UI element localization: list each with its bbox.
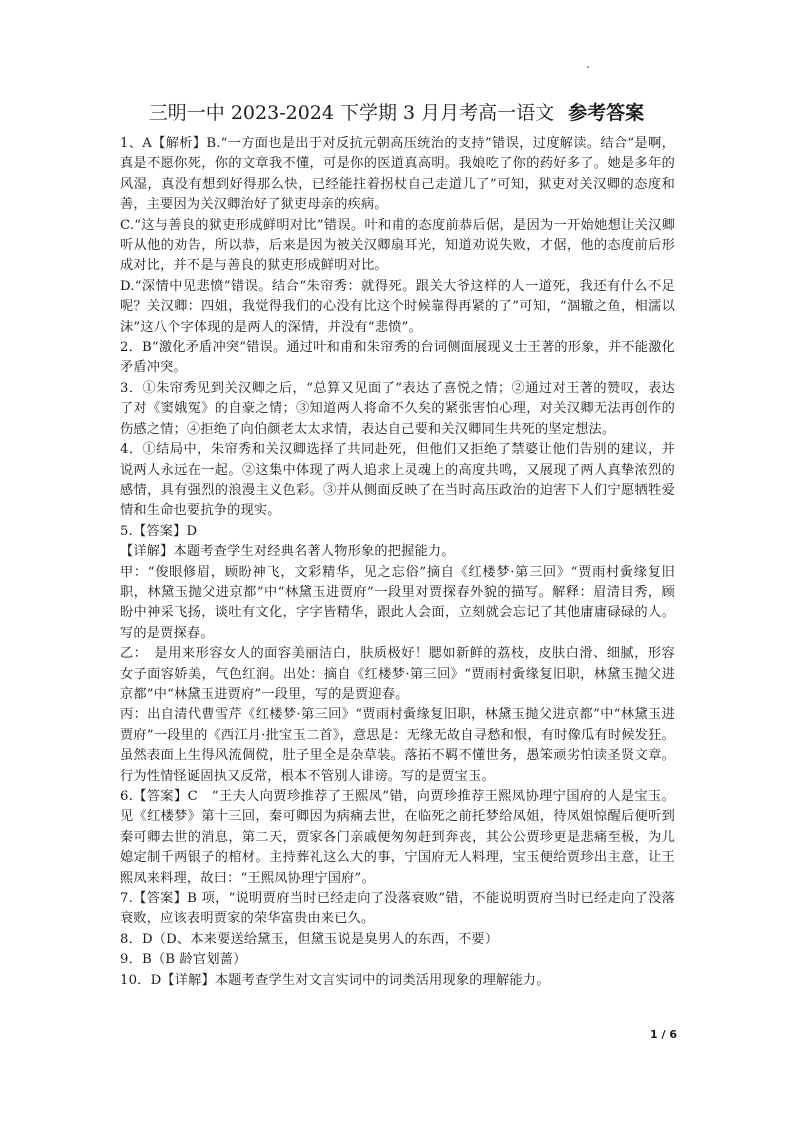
paragraph: 4．①结局中，朱帘秀和关汉卿选择了共同赴死，但他们又拒绝了禁婆让他们告别的建议，并说两人永远在一起。②这集中体现了两人追求上灵魂上的高度共鸣，又展现了两人真挚浓烈的感情，具有强烈的浪漫主义色彩。③并从侧面反映了在当时高压政治的迫害下人们宁愿牺牲爱情和生命也要抗争的现实。 <box>120 442 675 519</box>
paragraph: 2．B“激化矛盾冲突”错误。通过叶和甫和朱帘秀的台词侧面展现义士王著的形象，并不能激化矛盾冲突。 <box>120 340 675 376</box>
paragraph: 7.【答案】B 项，“说明贾府当时已经走向了没落衰败”错，不能说明贾府当时已经走向了没落衰败，应该表明贾家的荣华富贵由来已久。 <box>120 891 675 927</box>
paragraph: 1、A【解析】B.“一方面也是出于对反抗元朝高压统治的支持”错误，过度解读。结合“是啊，真是不愿你死，你的文章我不懂，可是你的医道真高明。我娘吃了你的药好多了。她是多年的风湿，真没有想到好得那么快，已经能拄着拐杖自己走道儿了”可知，狱吏对关汉卿的态度和善，主要因为关汉卿治好了狱吏母亲的疾病。 <box>120 136 675 213</box>
paragraph: 5.【答案】D <box>120 523 198 539</box>
scan-speck <box>587 66 589 68</box>
page-number: 1 / 6 <box>650 1028 677 1041</box>
page-title <box>0 100 793 126</box>
paragraph: 甲：“俊眼修眉，顾盼神飞，文彩精华，见之忘俗”摘自《红楼梦·第三回》“贾雨村夤缘复旧职，林黛玉抛父进京都”中“林黛玉进贾府”一段里对贾探春外貌的描写。解释：眉清目秀，顾盼中神采飞扬，谈吐有文化，字字皆精华，跟此人会面，立刻就会忘记了其他庸庸碌碌的人。写的是贾探春。 <box>120 564 675 641</box>
paragraph: D.“深情中见悲愤”错误。结合“朱帘秀：就得死。跟关大爷这样的人一道死，我还有什么不足呢？关汉卿：四姐，我觉得我们的心没有比这个时候靠得再紧的了”可知，“涸辙之鱼，相濡以沫”这八个字体现的是两人的深情，并没有“悲愤”。 <box>120 278 675 335</box>
answer-body <box>120 134 675 991</box>
paragraph: 8．D（D、本来要送给黛玉，但黛玉说是臭男人的东西，不要） <box>120 931 499 947</box>
title-text: 三明一中 2023-2024 下学期 3 月月考高一语文 <box>148 102 555 124</box>
paragraph: 丙：出自清代曹雪芹《红楼梦·第三回》“贾雨村夤缘复旧职，林黛玉抛父进京都”中“林黛玉进贾府”一段里的《西江月·批宝玉二首》，意思是：无缘无故自寻愁和恨，有时像瓜有时候发狂。虽然表面上生得风流倜傥，肚子里全是杂草装。落拓不羁不懂世务，愚笨顽劣怕读圣贤文章。行为性情怪诞固执又反常，根本不管别人诽谤。写的是贾宝玉。 <box>120 707 675 784</box>
paragraph: 乙： 是用来形容女人的面容美丽洁白，肤质极好！腮如新鲜的荔枝，皮肤白滑、细腻，形容女子面容娇美，气色红润。出处：摘自《红楼梦·第三回》“贾雨村夤缘复旧职，林黛玉抛父进京都”中“林黛玉进贾府”一段里，写的是贾迎春。 <box>120 646 675 702</box>
paragraph: 10．D【详解】本题考查学生对文言实词中的词类活用现象的理解能力。 <box>120 972 550 988</box>
paragraph: C.“这与善良的狱吏形成鲜明对比”错误。叶和甫的态度前恭后倨，是因为一开始她想让关汉卿听从他的劝告，所以恭，后来是因为被关汉卿扇耳光，知道劝说失败，才倨，他的态度前后形成对比，并不是与善良的狱吏形成鲜明对比。 <box>120 217 675 274</box>
paragraph: 6.【答案】C “王夫人向贾珍推荐了王熙凤”错，向贾珍推荐王熙凤协理宁国府的人是宝玉。见《红楼梦》第十三回，秦可卿因为病痛去世，在临死之前托梦给凤姐，待凤姐惊醒后便听到秦可卿去世的消息，第二天，贾家各门亲戚便匆匆赶到奔丧，其公公贾珍更是悲痛至极，为儿媳定制千两银子的棺材。主持葬礼这么大的事，宁国府无人料理，宝玉便给贾珍出主意，让王熙凤来料理，故曰：“王熙凤协理宁国府”。 <box>120 789 675 886</box>
paragraph: 【详解】本题考查学生对经典名著人物形象的把握能力。 <box>120 544 455 560</box>
title-suffix: 参考答案 <box>568 102 645 124</box>
paragraph: 3．①朱帘秀见到关汉卿之后，“总算又见面了”表达了喜悦之情；②通过对王著的赞叹，表达了对《窦娥冤》的自豪之情；③知道两人将命不久矣的紧张害怕心理，对关汉卿无法再创作的伤感之情；④拒绝了向伯颜老太太求情，表达自己要和关汉卿同生共死的坚定想法。 <box>120 380 675 437</box>
paragraph: 9．B（B 龄官划蔷） <box>120 952 247 968</box>
